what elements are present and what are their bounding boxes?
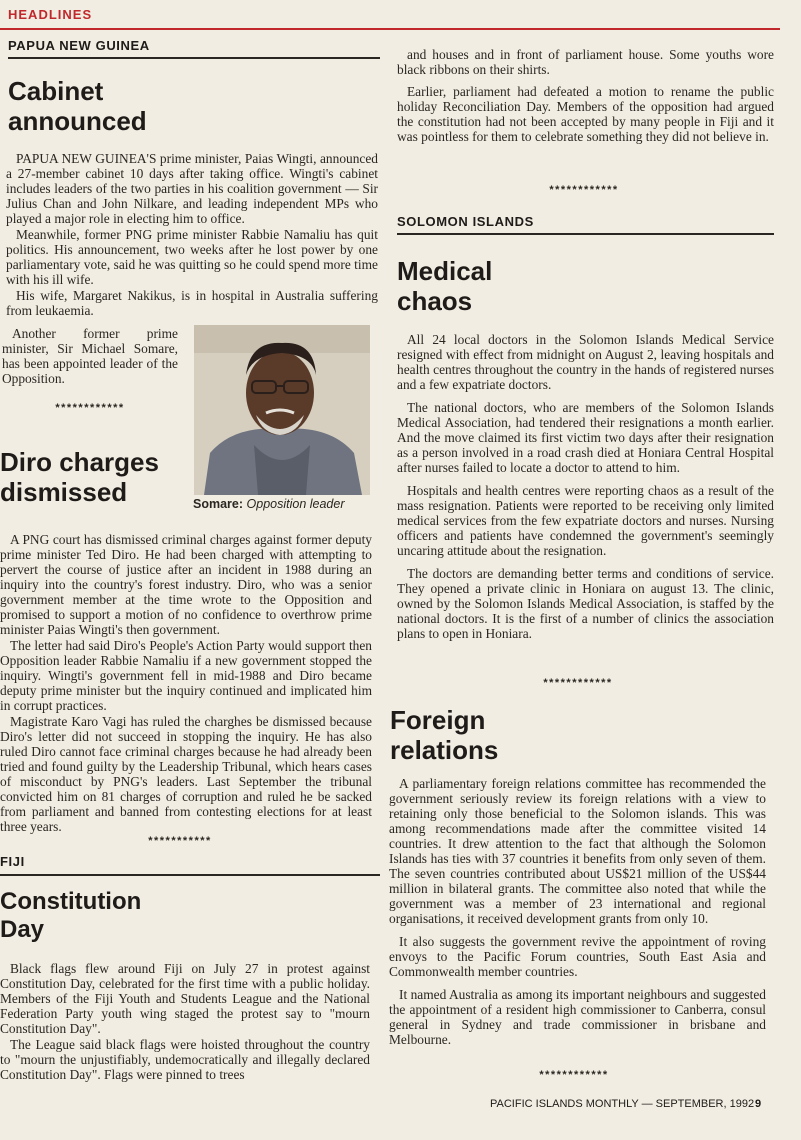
headline-diro <box>0 447 190 507</box>
article-foreign <box>389 776 766 1047</box>
paragraph: and houses and in front of parliament house. Some youths wore black ribbons on their shirts. <box>397 47 774 77</box>
headline-medical <box>397 256 767 316</box>
headline-cabinet <box>8 76 378 136</box>
separator-stars: *********** <box>148 835 212 847</box>
caption-text: Opposition leader <box>246 497 345 511</box>
headline-line: Day <box>0 916 45 943</box>
section-fiji: FIJI <box>0 854 25 869</box>
paragraph: A PNG court has dismissed criminal charges against former deputy prime minister Ted Diro. He had been charged with attempting to pervert the course of justice after an incident in 1988 during an inquiry into the country's forest industry. Diro, who was a senior government member at the time wrote to the Opposition and promised to support a motion of no confidence to overthrow prime minister Paias Wingti's then government. <box>0 532 372 637</box>
paragraph: Earlier, parliament had defeated a motion to rename the public holiday Reconciliation Day. Members of the opposition had argued the constitution had not been accepted by many people in Fiji and it was pointless for them to celebrate something they did not believe in. <box>397 84 774 144</box>
page-footer: PACIFIC ISLANDS MONTHLY — SEPTEMBER, 1992 <box>490 1098 755 1110</box>
paragraph: His wife, Margaret Nakikus, is in hospital in Australia suffering from leukaemia. <box>6 288 378 318</box>
separator-stars: ************ <box>543 677 613 689</box>
separator-stars: ************ <box>549 184 619 196</box>
section-rule <box>8 57 380 59</box>
paragraph: Another former prime minister, Sir Michael Somare, has been appointed leader of the Opposition. <box>2 326 178 386</box>
caption-name: Somare: <box>193 497 244 511</box>
article-diro <box>0 532 372 834</box>
section-png: PAPUA NEW GUINEA <box>8 38 150 53</box>
headline-line: Diro charges <box>0 447 159 477</box>
section-rule <box>0 874 380 876</box>
paragraph: It also suggests the government revive the appointment of roving envoys to the Pacific Forum countries, South East Asia and Commonwealth member countries. <box>389 934 766 979</box>
headline-line: relations <box>390 735 499 765</box>
paragraph: The national doctors, who are members of the Solomon Islands Medical Association, had tendered their resignations a month earlier. And the move claimed its first victim two days after their resignation as a person involved in a road crash died at Honiara Central Hospital after nurses failed to locate a doctor to attend to him. <box>397 400 774 475</box>
paragraph: Meanwhile, former PNG prime minister Rabbie Namaliu has quit politics. His announcement, two weeks after he lost power by one parliamentary vote, said he was quitting so he could spend more time with his ill wife. <box>6 227 378 287</box>
section-solomon: SOLOMON ISLANDS <box>397 214 534 229</box>
paragraph: It named Australia as among its important neighbours and suggested the appointment of a resident high commissioner to Canberra, consul general in Sydney and trade commissioner in brisbane and Melbourne. <box>389 987 766 1047</box>
paragraph: PAPUA NEW GUINEA'S prime minister, Paias Wingti, announced a 27-member cabinet 10 days after taking office. Wingti's cabinet includes leaders of the two parties in his coalition government — Sir Julius Chan and John Nilkare, and leading independent MPs who played a major role in electing him to office. <box>6 151 378 226</box>
photo-caption <box>193 497 345 511</box>
section-rule <box>397 233 774 235</box>
paragraph: The doctors are demanding better terms and conditions of service. They opened a private clinic in Honiara on august 13. The clinic, owned by the Solomon Islands Medical Association, is staffed by the national doctors. It is the first of a number of clinics the association plans to open in Honiara. <box>397 566 774 641</box>
section-header: HEADLINES <box>8 7 93 22</box>
headline-line: Foreign <box>390 705 486 735</box>
header-rule <box>0 28 780 30</box>
article-fiji-continued <box>397 47 774 144</box>
separator-stars: ************ <box>539 1069 609 1081</box>
headline-line: announced <box>8 106 147 136</box>
article-medical <box>397 332 774 641</box>
headline-line: Constitution <box>0 888 142 915</box>
portrait-image <box>194 325 370 495</box>
headline-line: dismissed <box>0 477 128 507</box>
paragraph: Magistrate Karo Vagi has ruled the charghes be dismissed because Diro's letter did not succeed in stopping the inquiry. He has also ruled Diro cannot face criminal charges because he had already been tried and found guilty by the Leadership Tribunal, which hears cases of misconduct by PNG's leaders. Last September the tribunal convicted him on 81 charges of corruption and ruled he be sacked from parliament and banned from contesting elections for at least three years. <box>0 714 372 834</box>
headline-constitution <box>0 888 370 944</box>
paragraph: Black flags flew around Fiji on July 27 in protest against Constitution Day, celebrated for the first time with a public holiday. Members of the Fiji Youth and Students League and the National Federation Party youth wing staged the protest say to "mourn Constitution Day". <box>0 961 370 1036</box>
paragraph: The League said black flags were hoisted throughout the country to "mourn the unjustifiably, undemocratically and illegally declared Constitution Day". Flags were pinned to trees <box>0 1037 370 1082</box>
article-fiji <box>0 961 370 1082</box>
somare-photo <box>194 325 370 495</box>
headline-line: chaos <box>397 286 473 316</box>
headline-foreign <box>390 705 760 765</box>
headline-line: Cabinet <box>8 76 104 106</box>
separator-stars: ************ <box>55 402 125 414</box>
page-number: 9 <box>755 1098 762 1110</box>
article-cabinet <box>6 151 378 318</box>
article-cabinet-narrow <box>2 326 178 386</box>
paragraph: A parliamentary foreign relations committee has recommended the government seriously review its foreign relations with a view to retaining only those beneficial to the Solomon islands. This was among recommendations made after the committee visited 14 countries. It drew attention to the fact that although the Solomon Islands has ties with 37 countries it benefits from only seven of them. The seven countries contributed about US$21 million of the US$44 million in bilateral grants. The committee also noted that while the government was a member of 23 international and regional organisations, it received development grants from only 10. <box>389 776 766 926</box>
paragraph: The letter had said Diro's People's Action Party would support then Opposition leader Rabbie Namaliu if a new government stopped the inquiry. Wingti's government fell in mid-1988 and Diro became deputy prime minister but the inquiry continued and implicated him in corrupt practices. <box>0 638 372 713</box>
paragraph: Hospitals and health centres were reporting chaos as a result of the mass resignation. Patients were reported to be receiving only limited medical services from the few expatriate doctors and nurses. Nursing officers and patients have condemned the government's seemingly uncaring attitude about the resignation. <box>397 483 774 558</box>
headline-line: Medical <box>397 256 493 286</box>
paragraph: All 24 local doctors in the Solomon Islands Medical Service resigned with effect from midnight on August 2, leaving hospitals and health centres throughout the country in the hands of registered nurses and a few expatriate doctors. <box>397 332 774 392</box>
